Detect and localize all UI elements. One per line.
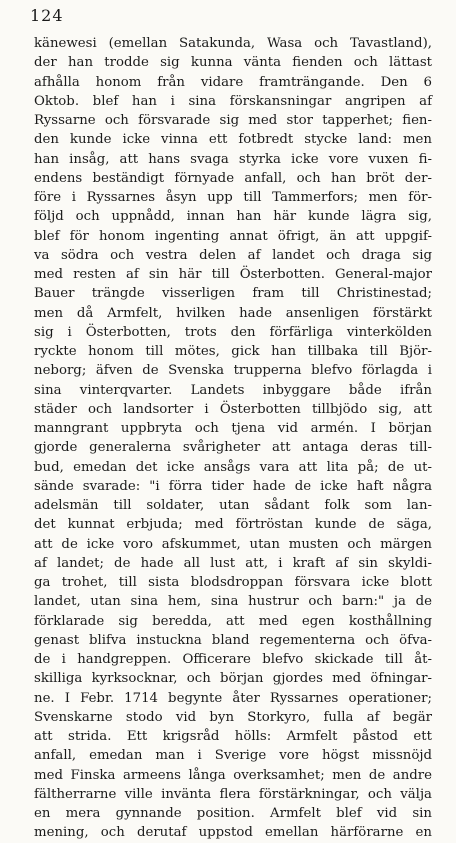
text-line: adelsmän till soldater, utan sådant folk som lan- xyxy=(34,498,432,513)
text-line: der han trodde sig kunna vänta fienden och lättast xyxy=(34,55,432,71)
text-line: endens beständigt förnyade anfall, och han bröt der- xyxy=(34,170,432,186)
text-line: anfall, emedan man i Sverige vore högst missnöjd xyxy=(34,748,432,764)
text-line: afhålla honom från vidare framträngande. Den 6 xyxy=(34,74,432,90)
text-line: landet, utan sina hem, sina hustrur och barn:" ja de xyxy=(34,594,432,610)
text-line: Oktob. blef han i sina förskansningar angripen af xyxy=(34,93,432,109)
text-line: sina vinterqvarter. Landets inbyggare både ifrån xyxy=(34,382,432,398)
text-line: den kunde icke vinna ett fotbredt stycke land: men xyxy=(34,132,432,148)
text-line: va södra och vestra delen af landet och draga sig xyxy=(34,247,432,263)
text-line: känewesi (emellan Satakunda, Wasa och Tavastland), xyxy=(34,36,432,51)
page-number: 124 xyxy=(30,6,64,25)
text-line: fältherrarne ville invänta flera förstärkningar, och välja xyxy=(34,786,432,802)
text-line: Ryssarne och försvarade sig med stor tapperhet; fien- xyxy=(34,113,432,128)
text-line: mening, och derutaf uppstod emellan härförarne en xyxy=(34,825,432,841)
text-line: de i handgreppen. Officerare blefvo skickade till åt- xyxy=(34,652,432,667)
text-line: blef för honom ingenting annat öfrigt, än att uppgif- xyxy=(34,228,432,244)
text-line: sände svarade: "i förra tider hade de icke haft några xyxy=(34,478,432,494)
text-line: men då Armfelt, hvilken hade ansenligen förstärkt xyxy=(34,305,432,321)
text-line: sig i Österbotten, trots den förfärliga vinterkölden xyxy=(34,324,432,340)
body-text xyxy=(34,34,432,843)
text-line: att strida. Ett krigsråd hölls: Armfelt påstod ett xyxy=(34,729,432,744)
text-line: att de icke voro afskummet, utan musten och märgen xyxy=(34,536,432,552)
text-line: förklarade sig beredda, att med egen kosthållning xyxy=(34,613,432,629)
text-line: en mera gynnande position. Armfelt blef vid sin xyxy=(34,806,432,821)
text-line: af landet; de hade all lust att, i kraft af sin skyldi- xyxy=(34,555,432,571)
text-line: neborg; äfven de Svenska trupperna blefvo förlagda i xyxy=(34,363,432,379)
text-line: följd och uppnådd, innan han här kunde lägra sig, xyxy=(34,209,432,225)
text-line: gjorde generalerna svårigheter att antaga deras till- xyxy=(34,440,432,456)
text-line: Bauer trängde visserligen fram till Christinestad; xyxy=(34,286,432,302)
text-line: med resten af sin här till Österbotten. General-major xyxy=(34,267,432,282)
text-line: före i Ryssarnes åsyn upp till Tammerfors; men för- xyxy=(34,190,432,205)
text-line: manngrant uppbryta och tjena vid armén. I början xyxy=(34,421,432,436)
text-line: skilliga kyrksocknar, och början gjordes med öfningar- xyxy=(34,671,432,687)
text-line: städer och landsorter i Österbotten tillbjödo sig, att xyxy=(34,401,432,417)
text-line: bud, emedan det icke ansågs vara att lita på; de ut- xyxy=(34,459,432,475)
text-line: Svenskarne stodo vid byn Storkyro, fulla af begär xyxy=(34,709,432,725)
text-line: genast blifva instuckna bland regementerna och öfva- xyxy=(34,632,432,648)
text-line: det kunnat erbjuda; med förtröstan kunde de säga, xyxy=(34,517,432,533)
text-line: ryckte honom till mötes, gick han tillbaka till Björ- xyxy=(34,344,432,359)
text-line: med Finska armeens långa overksamhet; men de andre xyxy=(34,767,432,783)
text-line: han insåg, att hans svaga styrka icke vore vuxen fi- xyxy=(34,151,432,167)
text-line: ne. I Febr. 1714 begynte åter Ryssarnes operationer; xyxy=(34,690,432,706)
text-line: ga trohet, till sista blodsdroppan försvara icke blott xyxy=(34,575,432,590)
